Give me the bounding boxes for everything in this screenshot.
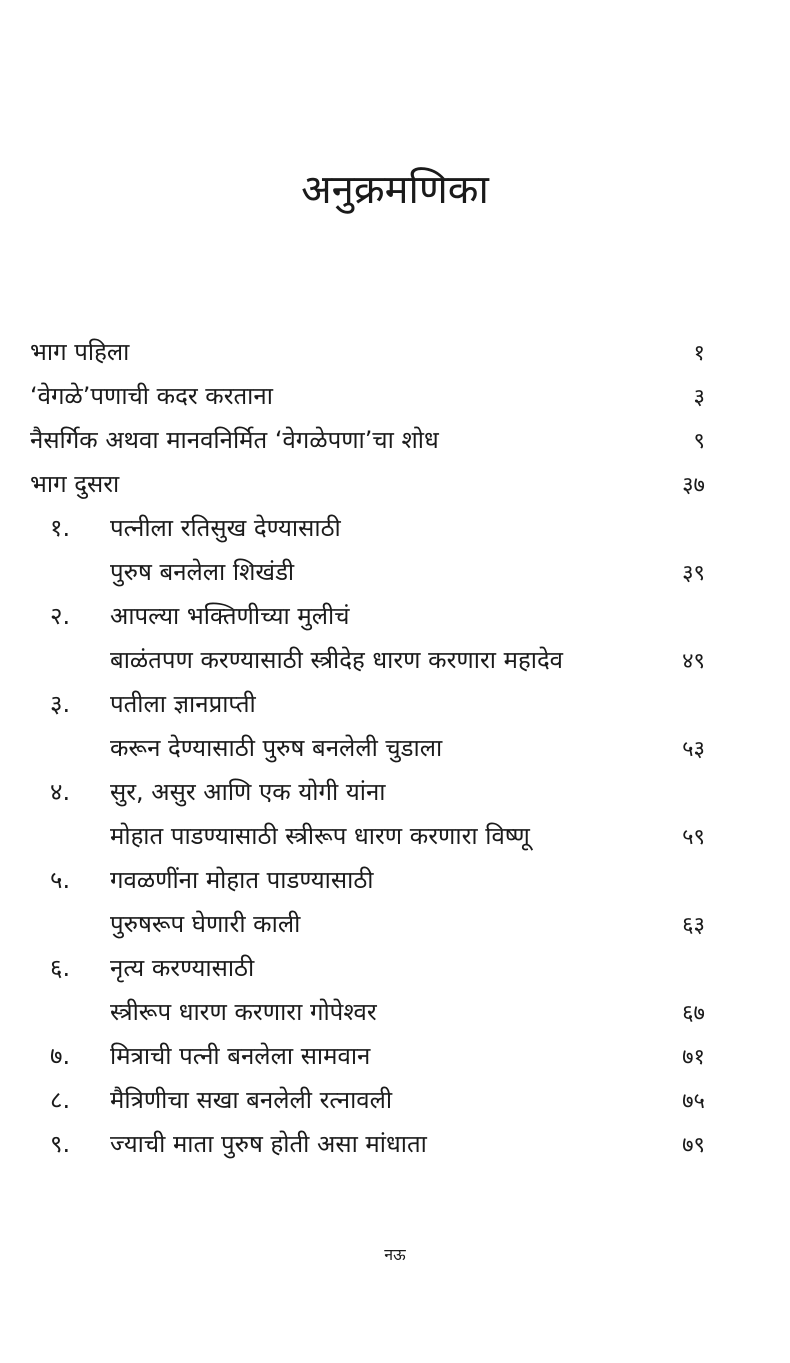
toc-entry	[30, 506, 705, 550]
toc-entry	[30, 550, 705, 594]
toc-entry-number: ४.	[50, 778, 71, 806]
toc-entry	[30, 990, 705, 1034]
page-title: अनुक्रमणिका	[301, 167, 489, 213]
toc-entry-number: ८.	[50, 1086, 71, 1114]
toc-entry-page-number: ७१	[682, 1045, 705, 1070]
toc-entry	[30, 462, 705, 506]
toc-entry	[30, 418, 705, 462]
toc-entry-number: ५.	[50, 866, 71, 894]
toc-entry-title: भाग पहिला	[30, 338, 130, 366]
toc-entry	[30, 1078, 705, 1122]
toc-entry	[30, 1034, 705, 1078]
toc-entry-number: ९.	[50, 1130, 71, 1158]
toc-entry-title: मैत्रिणीचा सखा बनलेली रत्नावली	[110, 1086, 393, 1114]
toc-entry	[30, 1122, 705, 1166]
toc-entry-page-number: ७५	[682, 1089, 705, 1114]
toc-entry-title: पुरुषरूप घेणारी काली	[110, 910, 301, 938]
toc-entry-title: मित्राची पत्नी बनलेला सामवान	[110, 1042, 371, 1070]
toc-entry	[30, 858, 705, 902]
toc-entry-page-number: ४९	[682, 649, 705, 674]
toc-entry-page-number: ३	[693, 385, 705, 410]
toc-entry-title: मोहात पाडण्यासाठी स्त्रीरूप धारण करणारा विष्णू	[110, 822, 530, 850]
toc-entry-page-number: ५९	[682, 825, 705, 850]
toc-entry-page-number: ५३	[682, 737, 705, 762]
toc-entry-title: पुरुष बनलेला शिखंडी	[110, 558, 295, 586]
toc-entry-title: सुर, असुर आणि एक योगी यांना	[110, 778, 386, 806]
toc-entry-number: ६.	[50, 954, 71, 982]
toc-entry-title: स्त्रीरूप धारण करणारा गोपेश्वर	[110, 998, 377, 1026]
toc-entry-title: करून देण्यासाठी पुरुष बनलेली चुडाला	[110, 734, 443, 762]
toc-entry-title: ‘वेगळे’पणाची कदर करताना	[30, 382, 273, 410]
toc-entry-page-number: ७९	[682, 1133, 705, 1158]
toc-entry	[30, 946, 705, 990]
toc-entry-title: गवळणींना मोहात पाडण्यासाठी	[110, 866, 374, 894]
toc-entry-number: ३.	[50, 690, 71, 718]
table-of-contents	[30, 330, 705, 1166]
toc-entry-title: आपल्या भक्तिणीच्या मुलीचं	[110, 602, 350, 630]
toc-entry	[30, 682, 705, 726]
toc-entry-title: पतीला ज्ञानप्राप्ती	[110, 690, 256, 718]
toc-entry-page-number: ३७	[682, 473, 705, 498]
toc-entry-title: नृत्य करण्यासाठी	[110, 954, 255, 982]
toc-entry	[30, 902, 705, 946]
page-footer-number: नऊ	[384, 1245, 406, 1264]
toc-entry-title: नैसर्गिक अथवा मानवनिर्मित ‘वेगळेपणा’चा शोध	[30, 426, 439, 454]
toc-entry	[30, 814, 705, 858]
toc-entry-title: पत्नीला रतिसुख देण्यासाठी	[110, 514, 341, 542]
toc-entry-title: ज्याची माता पुरुष होती असा मांधाता	[110, 1130, 427, 1158]
toc-entry-page-number: ६३	[682, 913, 705, 938]
toc-entry	[30, 638, 705, 682]
toc-entry-page-number: ६७	[682, 1001, 705, 1026]
toc-entry-page-number: ९	[693, 429, 705, 454]
toc-entry-number: ७.	[50, 1042, 71, 1070]
toc-entry-page-number: ३९	[682, 561, 705, 586]
toc-entry	[30, 594, 705, 638]
toc-entry-number: १.	[50, 514, 71, 542]
toc-entry-page-number: १	[693, 341, 705, 366]
toc-entry	[30, 330, 705, 374]
toc-entry	[30, 374, 705, 418]
toc-entry-number: २.	[50, 602, 71, 630]
toc-entry	[30, 726, 705, 770]
toc-entry-title: बाळंतपण करण्यासाठी स्त्रीदेह धारण करणारा महादेव	[110, 646, 564, 674]
toc-entry	[30, 770, 705, 814]
toc-entry-title: भाग दुसरा	[30, 470, 120, 498]
